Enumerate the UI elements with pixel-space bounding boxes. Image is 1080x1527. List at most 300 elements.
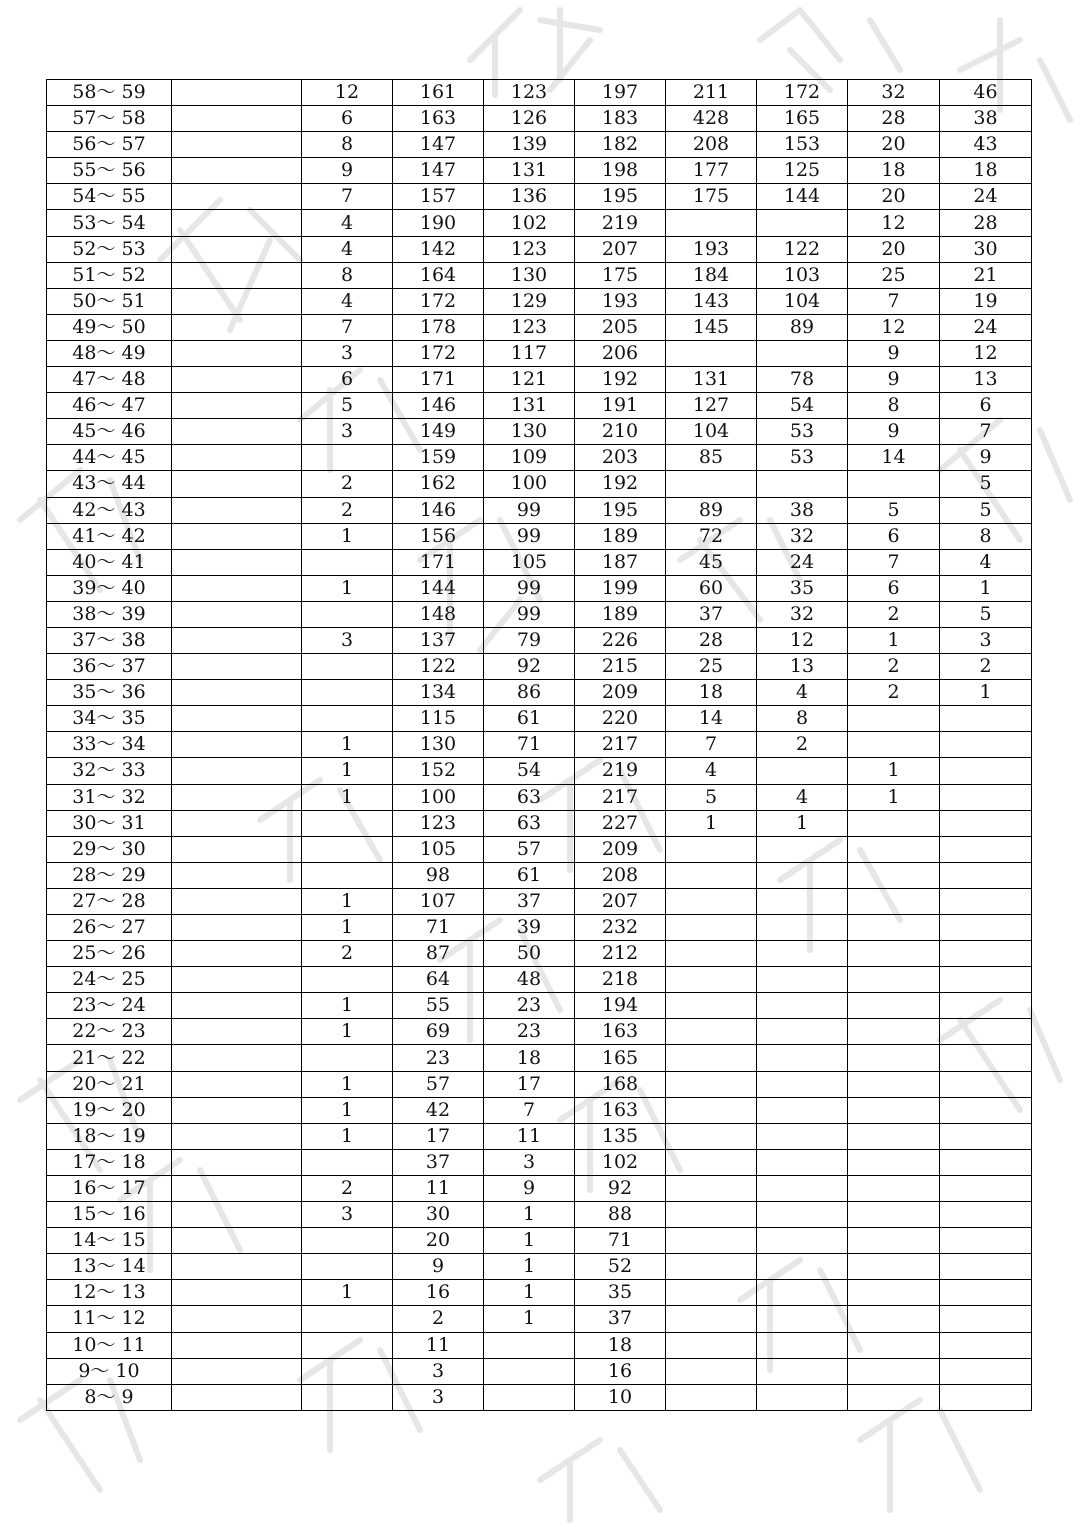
count-cell: 20 bbox=[848, 184, 940, 210]
count-cell: 1 bbox=[302, 915, 393, 941]
count-cell: 57 bbox=[393, 1071, 484, 1097]
score-range-cell: 46～ 47 bbox=[47, 393, 172, 419]
score-range-cell: 49～ 50 bbox=[47, 314, 172, 340]
count-cell bbox=[172, 158, 302, 184]
count-cell bbox=[172, 367, 302, 393]
count-cell: 1 bbox=[484, 1254, 575, 1280]
count-cell: 153 bbox=[757, 132, 848, 158]
count-cell bbox=[666, 1332, 757, 1358]
count-cell bbox=[940, 1280, 1032, 1306]
score-range-cell: 14～ 15 bbox=[47, 1228, 172, 1254]
count-cell: 136 bbox=[484, 184, 575, 210]
count-cell: 3 bbox=[302, 419, 393, 445]
count-cell: 24 bbox=[940, 184, 1032, 210]
count-cell: 127 bbox=[666, 393, 757, 419]
count-cell: 172 bbox=[757, 80, 848, 106]
table-row bbox=[47, 627, 1032, 653]
score-range-cell: 53～ 54 bbox=[47, 210, 172, 236]
count-cell: 190 bbox=[393, 210, 484, 236]
count-cell bbox=[666, 471, 757, 497]
count-cell: 30 bbox=[393, 1202, 484, 1228]
count-cell bbox=[302, 1306, 393, 1332]
count-cell bbox=[940, 1384, 1032, 1410]
count-cell: 10 bbox=[575, 1384, 666, 1410]
count-cell: 25 bbox=[848, 262, 940, 288]
count-cell bbox=[757, 836, 848, 862]
count-cell: 102 bbox=[575, 1149, 666, 1175]
count-cell bbox=[666, 1280, 757, 1306]
count-cell: 1 bbox=[484, 1202, 575, 1228]
count-cell: 148 bbox=[393, 601, 484, 627]
count-cell bbox=[172, 601, 302, 627]
count-cell: 8 bbox=[302, 132, 393, 158]
count-cell bbox=[172, 132, 302, 158]
count-cell bbox=[172, 1280, 302, 1306]
count-cell: 146 bbox=[393, 497, 484, 523]
count-cell: 6 bbox=[848, 575, 940, 601]
count-cell: 54 bbox=[484, 758, 575, 784]
count-cell: 71 bbox=[575, 1228, 666, 1254]
count-cell: 130 bbox=[393, 732, 484, 758]
count-cell: 16 bbox=[575, 1358, 666, 1384]
count-cell: 189 bbox=[575, 601, 666, 627]
table-row bbox=[47, 758, 1032, 784]
count-cell bbox=[172, 1149, 302, 1175]
count-cell bbox=[940, 758, 1032, 784]
count-cell: 211 bbox=[666, 80, 757, 106]
table-row bbox=[47, 1175, 1032, 1201]
count-cell bbox=[172, 627, 302, 653]
count-cell: 3 bbox=[393, 1358, 484, 1384]
count-cell: 184 bbox=[666, 262, 757, 288]
count-cell bbox=[848, 1097, 940, 1123]
count-cell: 2 bbox=[393, 1306, 484, 1332]
count-cell: 206 bbox=[575, 340, 666, 366]
count-cell: 12 bbox=[940, 340, 1032, 366]
count-cell: 163 bbox=[393, 106, 484, 132]
table-row bbox=[47, 575, 1032, 601]
count-cell: 89 bbox=[666, 497, 757, 523]
count-cell: 100 bbox=[484, 471, 575, 497]
score-range-cell: 9～ 10 bbox=[47, 1358, 172, 1384]
count-cell bbox=[940, 1149, 1032, 1175]
count-cell bbox=[172, 1175, 302, 1201]
count-cell bbox=[940, 810, 1032, 836]
count-cell: 4 bbox=[302, 288, 393, 314]
count-cell: 50 bbox=[484, 941, 575, 967]
table-row bbox=[47, 1332, 1032, 1358]
count-cell bbox=[757, 1202, 848, 1228]
count-cell bbox=[940, 888, 1032, 914]
count-cell: 189 bbox=[575, 523, 666, 549]
count-cell: 57 bbox=[484, 836, 575, 862]
count-cell: 218 bbox=[575, 967, 666, 993]
count-cell: 98 bbox=[393, 862, 484, 888]
count-cell bbox=[666, 967, 757, 993]
score-range-cell: 10～ 11 bbox=[47, 1332, 172, 1358]
count-cell: 38 bbox=[757, 497, 848, 523]
count-cell: 1 bbox=[848, 784, 940, 810]
count-cell: 86 bbox=[484, 680, 575, 706]
count-cell: 18 bbox=[484, 1045, 575, 1071]
count-cell: 3 bbox=[302, 627, 393, 653]
table-row bbox=[47, 888, 1032, 914]
count-cell: 100 bbox=[393, 784, 484, 810]
count-cell: 104 bbox=[757, 288, 848, 314]
count-cell: 7 bbox=[848, 288, 940, 314]
count-cell: 1 bbox=[940, 575, 1032, 601]
count-cell: 217 bbox=[575, 732, 666, 758]
count-cell bbox=[172, 1332, 302, 1358]
count-cell: 209 bbox=[575, 836, 666, 862]
table-row bbox=[47, 1280, 1032, 1306]
count-cell bbox=[848, 810, 940, 836]
score-range-cell: 47～ 48 bbox=[47, 367, 172, 393]
count-cell bbox=[848, 1332, 940, 1358]
count-cell: 126 bbox=[484, 106, 575, 132]
count-cell: 172 bbox=[393, 288, 484, 314]
table-row bbox=[47, 1123, 1032, 1149]
count-cell: 102 bbox=[484, 210, 575, 236]
count-cell: 219 bbox=[575, 210, 666, 236]
score-range-cell: 23～ 24 bbox=[47, 993, 172, 1019]
count-cell: 8 bbox=[757, 706, 848, 732]
count-cell bbox=[302, 1149, 393, 1175]
score-range-cell: 42～ 43 bbox=[47, 497, 172, 523]
count-cell: 7 bbox=[302, 184, 393, 210]
count-cell: 105 bbox=[484, 549, 575, 575]
count-cell bbox=[940, 1306, 1032, 1332]
count-cell: 208 bbox=[575, 862, 666, 888]
count-cell bbox=[666, 1358, 757, 1384]
count-cell bbox=[757, 1149, 848, 1175]
count-cell: 131 bbox=[484, 158, 575, 184]
table-row bbox=[47, 784, 1032, 810]
score-range-cell: 37～ 38 bbox=[47, 627, 172, 653]
count-cell: 172 bbox=[393, 340, 484, 366]
count-cell bbox=[172, 1045, 302, 1071]
count-cell: 220 bbox=[575, 706, 666, 732]
count-cell: 226 bbox=[575, 627, 666, 653]
count-cell bbox=[757, 1228, 848, 1254]
count-cell bbox=[848, 1019, 940, 1045]
score-range-cell: 58～ 59 bbox=[47, 80, 172, 106]
count-cell: 16 bbox=[393, 1280, 484, 1306]
count-cell bbox=[666, 1306, 757, 1332]
count-cell bbox=[484, 1384, 575, 1410]
count-cell: 78 bbox=[757, 367, 848, 393]
count-cell: 130 bbox=[484, 419, 575, 445]
count-cell bbox=[172, 236, 302, 262]
count-cell: 210 bbox=[575, 419, 666, 445]
count-cell: 19 bbox=[940, 288, 1032, 314]
count-cell bbox=[172, 340, 302, 366]
count-cell bbox=[172, 1384, 302, 1410]
count-cell: 37 bbox=[666, 601, 757, 627]
count-cell: 71 bbox=[393, 915, 484, 941]
count-cell: 5 bbox=[302, 393, 393, 419]
count-cell: 85 bbox=[666, 445, 757, 471]
count-cell: 20 bbox=[848, 132, 940, 158]
count-cell bbox=[757, 758, 848, 784]
count-cell: 1 bbox=[848, 627, 940, 653]
count-cell: 23 bbox=[393, 1045, 484, 1071]
count-cell: 123 bbox=[484, 314, 575, 340]
count-cell bbox=[848, 915, 940, 941]
score-range-cell: 40～ 41 bbox=[47, 549, 172, 575]
count-cell: 3 bbox=[302, 340, 393, 366]
count-cell bbox=[848, 1045, 940, 1071]
table-row bbox=[47, 419, 1032, 445]
count-cell: 1 bbox=[848, 758, 940, 784]
count-cell: 24 bbox=[940, 314, 1032, 340]
count-cell bbox=[302, 1384, 393, 1410]
count-cell: 35 bbox=[575, 1280, 666, 1306]
count-cell: 115 bbox=[393, 706, 484, 732]
count-cell bbox=[172, 1202, 302, 1228]
count-cell: 61 bbox=[484, 706, 575, 732]
count-cell bbox=[757, 1306, 848, 1332]
table-row bbox=[47, 862, 1032, 888]
score-range-cell: 54～ 55 bbox=[47, 184, 172, 210]
count-cell: 39 bbox=[484, 915, 575, 941]
table-row bbox=[47, 706, 1032, 732]
count-cell bbox=[757, 993, 848, 1019]
table-row bbox=[47, 471, 1032, 497]
table-row bbox=[47, 915, 1032, 941]
count-cell: 143 bbox=[666, 288, 757, 314]
count-cell bbox=[172, 732, 302, 758]
count-cell bbox=[172, 575, 302, 601]
count-cell bbox=[940, 915, 1032, 941]
count-cell: 89 bbox=[757, 314, 848, 340]
count-cell: 18 bbox=[940, 158, 1032, 184]
count-cell: 87 bbox=[393, 941, 484, 967]
count-cell: 20 bbox=[393, 1228, 484, 1254]
count-cell bbox=[848, 1228, 940, 1254]
count-cell bbox=[940, 993, 1032, 1019]
count-cell: 207 bbox=[575, 888, 666, 914]
count-cell bbox=[172, 654, 302, 680]
count-cell: 72 bbox=[666, 523, 757, 549]
count-cell: 163 bbox=[575, 1097, 666, 1123]
count-cell: 217 bbox=[575, 784, 666, 810]
count-cell: 25 bbox=[666, 654, 757, 680]
score-range-cell: 34～ 35 bbox=[47, 706, 172, 732]
count-cell: 12 bbox=[848, 210, 940, 236]
count-cell bbox=[172, 706, 302, 732]
count-cell bbox=[302, 1332, 393, 1358]
count-cell: 5 bbox=[666, 784, 757, 810]
count-cell bbox=[484, 1332, 575, 1358]
count-cell: 2 bbox=[848, 680, 940, 706]
score-range-cell: 30～ 31 bbox=[47, 810, 172, 836]
count-cell bbox=[666, 1228, 757, 1254]
count-cell: 11 bbox=[393, 1332, 484, 1358]
count-cell: 159 bbox=[393, 445, 484, 471]
count-cell: 7 bbox=[848, 549, 940, 575]
count-cell: 64 bbox=[393, 967, 484, 993]
table-row bbox=[47, 732, 1032, 758]
count-cell bbox=[757, 1358, 848, 1384]
count-cell bbox=[848, 706, 940, 732]
count-cell bbox=[666, 1019, 757, 1045]
count-cell: 53 bbox=[757, 419, 848, 445]
count-cell bbox=[302, 810, 393, 836]
count-cell: 63 bbox=[484, 810, 575, 836]
count-cell bbox=[757, 1175, 848, 1201]
count-cell bbox=[757, 1097, 848, 1123]
score-range-cell: 35～ 36 bbox=[47, 680, 172, 706]
count-cell bbox=[757, 210, 848, 236]
count-cell bbox=[172, 419, 302, 445]
count-cell: 7 bbox=[940, 419, 1032, 445]
count-cell: 37 bbox=[484, 888, 575, 914]
count-cell: 156 bbox=[393, 523, 484, 549]
count-cell: 12 bbox=[757, 627, 848, 653]
count-cell: 215 bbox=[575, 654, 666, 680]
count-cell bbox=[940, 1045, 1032, 1071]
count-cell: 3 bbox=[940, 627, 1032, 653]
count-cell: 69 bbox=[393, 1019, 484, 1045]
count-cell bbox=[848, 1149, 940, 1175]
count-cell bbox=[484, 1358, 575, 1384]
count-cell: 55 bbox=[393, 993, 484, 1019]
count-cell: 1 bbox=[302, 1071, 393, 1097]
count-cell: 227 bbox=[575, 810, 666, 836]
count-cell: 175 bbox=[666, 184, 757, 210]
count-cell: 5 bbox=[940, 601, 1032, 627]
table-row bbox=[47, 967, 1032, 993]
score-range-cell: 27～ 28 bbox=[47, 888, 172, 914]
count-cell: 195 bbox=[575, 497, 666, 523]
count-cell: 2 bbox=[848, 601, 940, 627]
count-cell bbox=[302, 967, 393, 993]
count-cell: 194 bbox=[575, 993, 666, 1019]
count-cell bbox=[848, 967, 940, 993]
count-cell: 1 bbox=[302, 993, 393, 1019]
count-cell: 2 bbox=[940, 654, 1032, 680]
count-cell: 24 bbox=[757, 549, 848, 575]
count-cell: 171 bbox=[393, 549, 484, 575]
table-row bbox=[47, 445, 1032, 471]
count-cell: 144 bbox=[393, 575, 484, 601]
score-range-cell: 43～ 44 bbox=[47, 471, 172, 497]
count-cell bbox=[940, 1254, 1032, 1280]
count-cell: 219 bbox=[575, 758, 666, 784]
count-cell: 1 bbox=[666, 810, 757, 836]
count-cell bbox=[172, 549, 302, 575]
count-cell bbox=[172, 967, 302, 993]
count-cell bbox=[848, 862, 940, 888]
count-cell bbox=[848, 1384, 940, 1410]
count-cell: 207 bbox=[575, 236, 666, 262]
count-cell bbox=[666, 888, 757, 914]
count-cell: 6 bbox=[302, 367, 393, 393]
score-range-cell: 24～ 25 bbox=[47, 967, 172, 993]
table-row bbox=[47, 549, 1032, 575]
score-range-cell: 55～ 56 bbox=[47, 158, 172, 184]
count-cell bbox=[666, 941, 757, 967]
score-range-cell: 45～ 46 bbox=[47, 419, 172, 445]
count-cell bbox=[940, 941, 1032, 967]
count-cell bbox=[302, 706, 393, 732]
count-cell: 137 bbox=[393, 627, 484, 653]
count-cell bbox=[172, 784, 302, 810]
table-row bbox=[47, 367, 1032, 393]
count-cell bbox=[172, 471, 302, 497]
count-cell bbox=[848, 1254, 940, 1280]
count-cell: 191 bbox=[575, 393, 666, 419]
table-row bbox=[47, 680, 1032, 706]
count-cell: 79 bbox=[484, 627, 575, 653]
score-range-cell: 16～ 17 bbox=[47, 1175, 172, 1201]
table-row bbox=[47, 1202, 1032, 1228]
count-cell: 32 bbox=[848, 80, 940, 106]
count-cell: 168 bbox=[575, 1071, 666, 1097]
score-range-cell: 25～ 26 bbox=[47, 941, 172, 967]
count-cell bbox=[172, 888, 302, 914]
count-cell: 1 bbox=[302, 1280, 393, 1306]
count-cell: 35 bbox=[757, 575, 848, 601]
count-cell bbox=[666, 836, 757, 862]
table-row bbox=[47, 132, 1032, 158]
count-cell: 7 bbox=[302, 314, 393, 340]
count-cell bbox=[302, 1228, 393, 1254]
count-cell: 1 bbox=[302, 784, 393, 810]
count-cell bbox=[666, 993, 757, 1019]
count-cell: 9 bbox=[848, 340, 940, 366]
count-cell: 43 bbox=[940, 132, 1032, 158]
count-cell: 1 bbox=[302, 575, 393, 601]
count-cell bbox=[172, 915, 302, 941]
score-range-cell: 12～ 13 bbox=[47, 1280, 172, 1306]
count-cell: 13 bbox=[940, 367, 1032, 393]
score-range-cell: 32～ 33 bbox=[47, 758, 172, 784]
count-cell: 4 bbox=[757, 784, 848, 810]
count-cell bbox=[940, 1071, 1032, 1097]
count-cell: 88 bbox=[575, 1202, 666, 1228]
count-cell: 157 bbox=[393, 184, 484, 210]
score-distribution-table bbox=[46, 79, 1032, 1411]
count-cell bbox=[172, 810, 302, 836]
count-cell: 92 bbox=[575, 1175, 666, 1201]
count-cell: 178 bbox=[393, 314, 484, 340]
count-cell: 18 bbox=[848, 158, 940, 184]
count-cell bbox=[848, 1280, 940, 1306]
table-row bbox=[47, 1019, 1032, 1045]
count-cell: 2 bbox=[757, 732, 848, 758]
count-cell: 6 bbox=[302, 106, 393, 132]
table-row bbox=[47, 941, 1032, 967]
count-cell bbox=[940, 967, 1032, 993]
count-cell: 99 bbox=[484, 497, 575, 523]
table-row bbox=[47, 1071, 1032, 1097]
count-cell bbox=[172, 1123, 302, 1149]
count-cell bbox=[757, 1071, 848, 1097]
count-cell bbox=[666, 210, 757, 236]
count-cell bbox=[757, 1019, 848, 1045]
count-cell: 2 bbox=[302, 941, 393, 967]
count-cell: 2 bbox=[848, 654, 940, 680]
score-range-cell: 18～ 19 bbox=[47, 1123, 172, 1149]
table-row bbox=[47, 80, 1032, 106]
count-cell: 28 bbox=[940, 210, 1032, 236]
count-cell bbox=[172, 106, 302, 132]
count-cell: 161 bbox=[393, 80, 484, 106]
score-range-cell: 29～ 30 bbox=[47, 836, 172, 862]
count-cell: 8 bbox=[940, 523, 1032, 549]
